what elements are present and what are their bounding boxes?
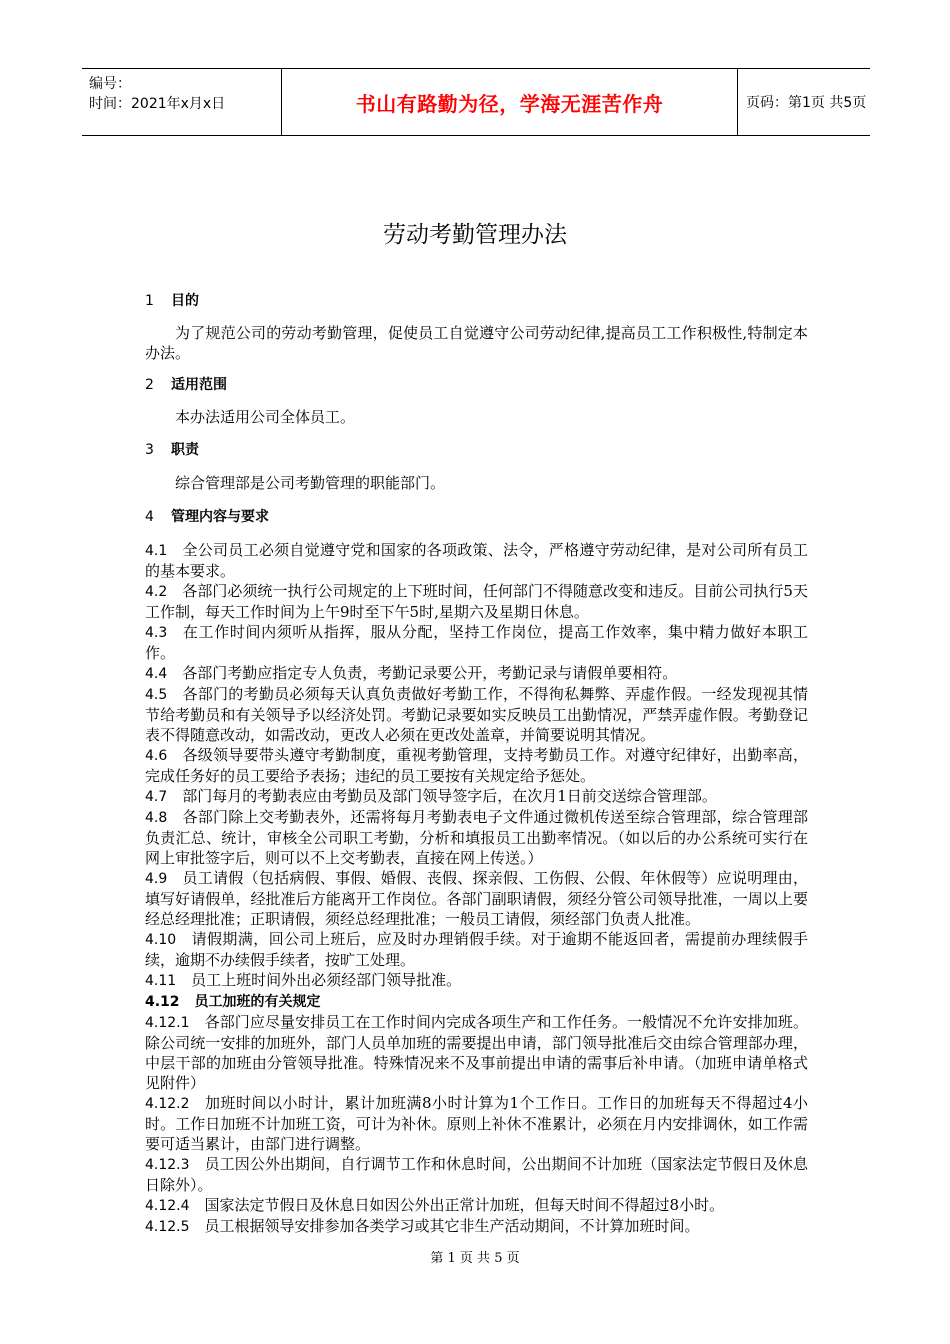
items-list bbox=[145, 540, 808, 1237]
section-heading-4 bbox=[145, 507, 808, 527]
number-label: 编号： bbox=[89, 76, 131, 92]
section-number: 4 bbox=[145, 509, 154, 525]
clause-text: 员工上班时间外出必须经部门领导批准。 bbox=[191, 971, 462, 989]
section-title: 适用范围 bbox=[171, 377, 227, 393]
clause-number: 4.12.5 bbox=[145, 1219, 190, 1235]
clause-item bbox=[145, 622, 808, 663]
clause-item bbox=[145, 970, 808, 991]
section-number: 2 bbox=[145, 377, 154, 393]
clause-item bbox=[145, 1216, 808, 1237]
section-heading-3 bbox=[145, 440, 808, 460]
clause-text: 加班时间以小时计，累计加班满8小时计算为1个工作日。工作日的加班每天不得超过4小时。工作日加班不计加班工资，可计为补休。原则上补休不准累计，必须在月内安排调休，如工作需要可适当累计，由部门进行调整。 bbox=[145, 1094, 808, 1153]
clause-item bbox=[145, 1154, 808, 1195]
clause-text: 全公司员工必须自觉遵守党和国家的各项政策、法令，严格遵守劳动纪律，是对公司所有员工的基本要求。 bbox=[145, 541, 808, 580]
header-slogan-cell bbox=[282, 69, 738, 135]
clause-item bbox=[145, 1093, 808, 1154]
clause-number: 4.5 bbox=[145, 687, 168, 703]
slogan: 书山有路勤为径，学海无涯苦作舟 bbox=[355, 91, 664, 116]
clause-text: 各部门除上交考勤表外，还需将每月考勤表电子文件通过微机传送至综合管理部，综合管理部负责汇总、统计，审核全公司职工考勤，分析和填报员工出勤率情况。（如以后的办公系统可实行在网上审批签字后，则可以不上交考勤表，直接在网上传送。） bbox=[145, 808, 808, 867]
section-number: 3 bbox=[145, 442, 154, 458]
clause-number: 4.6 bbox=[145, 748, 168, 764]
section-number: 1 bbox=[145, 293, 154, 309]
clause-number: 4.7 bbox=[145, 789, 168, 805]
clause-item bbox=[145, 663, 808, 684]
clause-number: 4.2 bbox=[145, 584, 168, 600]
clause-text: 各部门必须统一执行公司规定的上下班时间，任何部门不得随意改变和违反。目前公司执行5天工作制，每天工作时间为上午9时至下午5时,星期六及星期日休息。 bbox=[145, 582, 808, 621]
clause-text: 员工因公外出期间，自行调节工作和休息时间，公出期间不计加班（国家法定节假日及休息日除外）。 bbox=[145, 1155, 808, 1194]
clause-number: 4.3 bbox=[145, 625, 168, 641]
clause-number: 4.9 bbox=[145, 871, 168, 887]
section-title: 目的 bbox=[171, 293, 199, 309]
clause-item bbox=[145, 786, 808, 807]
clause-item bbox=[145, 745, 808, 786]
clause-number: 4.12 bbox=[145, 994, 180, 1010]
clause-number: 4.12.3 bbox=[145, 1157, 190, 1173]
clause-text: 各部门考勤应指定专人负责，考勤记录要公开，考勤记录与请假单要相符。 bbox=[182, 664, 678, 682]
clause-text: 在工作时间内须听从指挥，服从分配，坚持工作岗位，提高工作效率，集中精力做好本职工作。 bbox=[145, 623, 808, 662]
clause-item bbox=[145, 1012, 808, 1093]
clause-text: 国家法定节假日及休息日如因公外出正常计加班，但每天时间不得超过8小时。 bbox=[204, 1196, 725, 1214]
header-meta-cell bbox=[82, 69, 282, 135]
clause-number: 4.8 bbox=[145, 810, 168, 826]
clause-text: 各级领导要带头遵守考勤制度，重视考勤管理，支持考勤员工作。对遵守纪律好，出勤率高，完成任务好的员工要给予表扬；违纪的员工要按有关规定给予惩处。 bbox=[145, 746, 808, 785]
clause-text: 员工加班的有关规定 bbox=[194, 994, 321, 1010]
clause-text: 员工根据领导安排参加各类学习或其它非生产活动期间，不计算加班时间。 bbox=[204, 1217, 700, 1235]
section-1-text: 为了规范公司的劳动考勤管理，促使员工自觉遵守公司劳动纪律,提高员工工作积极性,特制定本办法。 bbox=[145, 324, 808, 362]
document-header bbox=[82, 68, 870, 136]
section-heading-2 bbox=[145, 375, 808, 395]
page-info: 页码：第1页 共5页 bbox=[746, 95, 867, 111]
clause-number: 4.4 bbox=[145, 666, 168, 682]
section-3-text: 综合管理部是公司考勤管理的职能部门。 bbox=[175, 474, 446, 492]
clause-item bbox=[145, 1195, 808, 1216]
section-title: 管理内容与要求 bbox=[171, 509, 269, 525]
clause-number: 4.11 bbox=[145, 973, 177, 989]
clause-item bbox=[145, 991, 808, 1012]
section-title: 职责 bbox=[171, 442, 199, 458]
clause-item bbox=[145, 807, 808, 868]
clause-text: 员工请假（包括病假、事假、婚假、丧假、探亲假、工伤假、公假、年休假等）应说明理由，填写好请假单，经批准后方能离开工作岗位。各部门副职请假，须经分管公司领导批准，一周以上要经总经理批准；正职请假，须经总经理批准；一般员工请假，须经部门负责人批准。 bbox=[145, 869, 808, 928]
clause-item bbox=[145, 868, 808, 929]
header-page-cell bbox=[738, 69, 870, 135]
document-body bbox=[145, 288, 808, 1237]
clause-item bbox=[145, 540, 808, 581]
clause-number: 4.1 bbox=[145, 543, 168, 559]
clause-text: 各部门应尽量安排员工在工作时间内完成各项生产和工作任务。一般情况不允许安排加班。除公司统一安排的加班外，部门人员单加班的需要提出申请，部门领导批准后交由综合管理部办理，中层干部的加班由分管领导批准。特殊情况来不及事前提出申请的需事后补申请。（加班申请单格式见附件） bbox=[145, 1013, 808, 1092]
clause-number: 4.12.4 bbox=[145, 1198, 190, 1214]
clause-number: 4.12.2 bbox=[145, 1096, 190, 1112]
clause-number: 4.12.1 bbox=[145, 1015, 190, 1031]
document-title: 劳动考勤管理办法 bbox=[383, 222, 567, 248]
clause-item bbox=[145, 581, 808, 622]
clause-text: 各部门的考勤员必须每天认真负责做好考勤工作，不得徇私舞弊、弄虚作假。一经发现视其情节给考勤员和有关领导予以经济处罚。考勤记录要如实反映员工出勤情况，严禁弄虚作假。考勤登记表不得随意改动，如需改动，更改人必须在更改处盖章，并简要说明其情况。 bbox=[145, 685, 808, 744]
clause-text: 部门每月的考勤表应由考勤员及部门领导签字后，在次月1日前交送综合管理部。 bbox=[182, 787, 717, 805]
section-2-text: 本办法适用公司全体员工。 bbox=[175, 408, 356, 426]
clause-number: 4.10 bbox=[145, 932, 177, 948]
section-heading-1 bbox=[145, 291, 808, 311]
clause-text: 请假期满，回公司上班后，应及时办理销假手续。对于逾期不能返回者，需提前办理续假手续，逾期不办续假手续者，按旷工处理。 bbox=[145, 930, 808, 969]
date-label: 时间：2021年x月x日 bbox=[89, 96, 226, 112]
clause-item bbox=[145, 684, 808, 745]
page-footer: 第 1 页 共 5 页 bbox=[430, 1251, 520, 1266]
clause-item bbox=[145, 929, 808, 970]
